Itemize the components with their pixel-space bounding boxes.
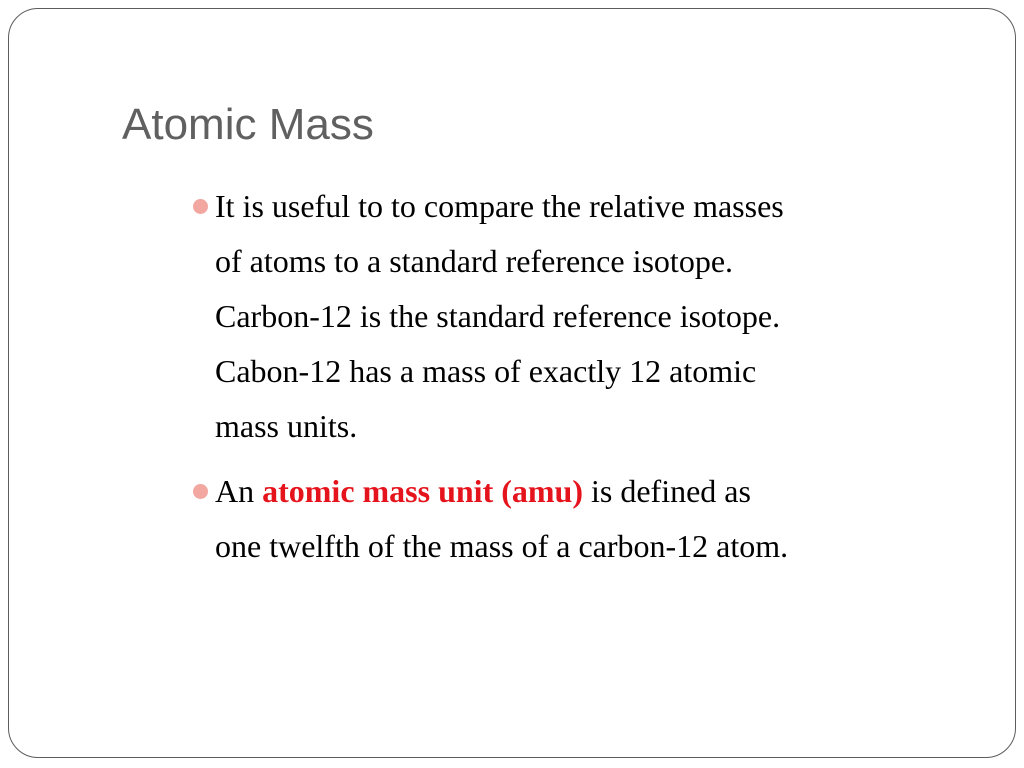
bullet-line: mass units. (215, 408, 358, 444)
slide-title: Atomic Mass (122, 100, 374, 149)
bullet-line: one twelfth of the mass of a carbon-12 atom. (215, 528, 789, 564)
slide-frame (8, 8, 1016, 758)
text-run: is defined as (582, 473, 751, 509)
bullet-line: Carbon-12 is the standard reference isotope. (215, 298, 781, 334)
bullet-marker-icon (193, 199, 208, 214)
bullet-text (215, 464, 955, 574)
bullet-marker-icon (193, 484, 208, 499)
text-run: An (215, 473, 263, 509)
bullet-item (193, 179, 973, 454)
bullet-line (215, 464, 955, 519)
bullet-line: It is useful to to compare the relative masses (215, 188, 784, 224)
bullet-text (215, 179, 955, 454)
emphasized-term: atomic mass unit (amu) (262, 473, 583, 509)
bullet-list (193, 179, 973, 584)
bullet-line: Cabon-12 has a mass of exactly 12 atomic (215, 353, 757, 389)
bullet-item (193, 464, 973, 574)
bullet-line: of atoms to a standard reference isotope. (215, 243, 734, 279)
